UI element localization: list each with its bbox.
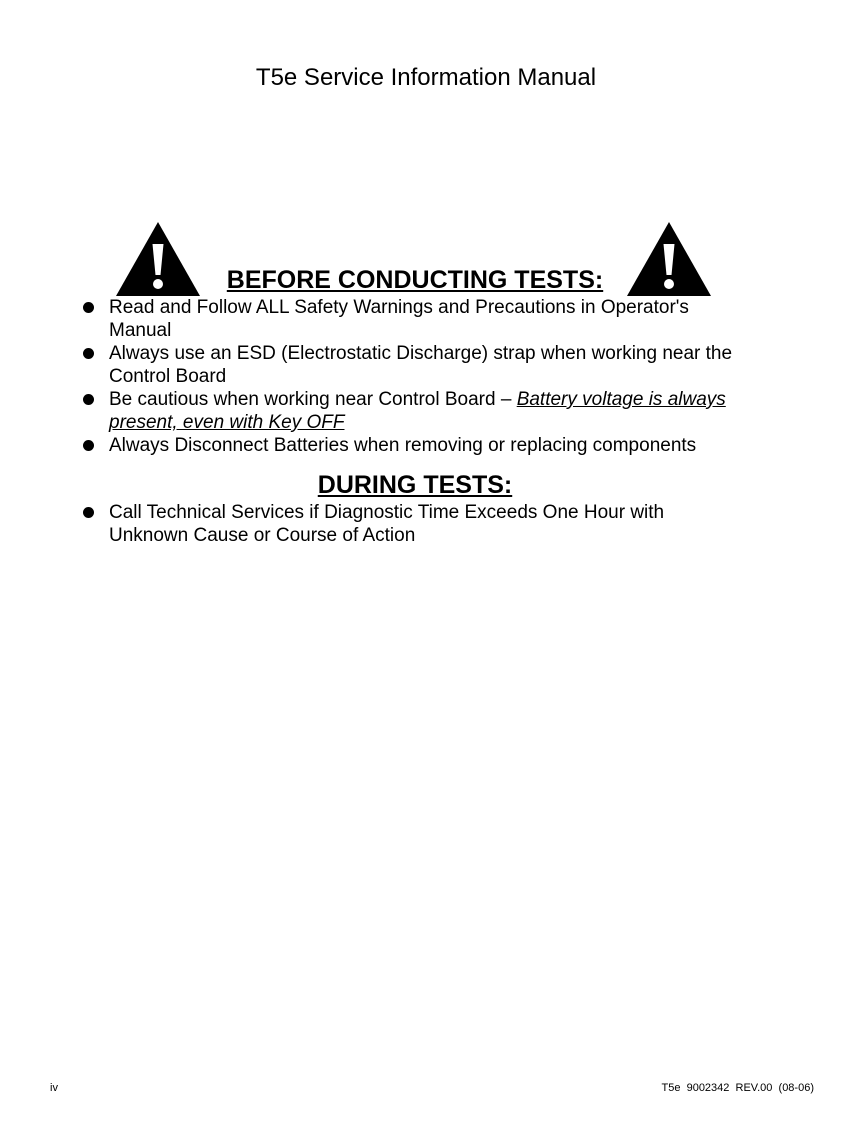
bullet-icon [83, 348, 94, 359]
battery-voltage-warning: Battery voltage is always present, even with Key OFF [109, 389, 726, 433]
bullet-icon [83, 394, 94, 405]
during-tests-list [80, 501, 740, 547]
bullet-icon [83, 440, 94, 451]
list-item-text: Always Disconnect Batteries when removing or replacing components [109, 435, 697, 456]
list-item [80, 501, 740, 547]
list-item-text: Be cautious when working near Control Board – [109, 389, 517, 410]
list-item [80, 434, 740, 457]
list-item-text: Always use an ESD (Electrostatic Discharge) strap when working near the Control Board [109, 343, 733, 387]
list-item [80, 388, 740, 434]
list-item [80, 342, 740, 388]
before-tests-list [80, 296, 740, 457]
list-item-text: Read and Follow ALL Safety Warnings and Precautions in Operator's Manual [109, 297, 689, 341]
list-item-text: Call Technical Services if Diagnostic Time Exceeds One Hour with Unknown Cause or Course of Action [109, 502, 665, 546]
bullet-icon [83, 507, 94, 518]
before-tests-heading: BEFORE CONDUCTING TESTS: [226, 266, 604, 294]
document-id: T5e 9002342 REV.00 (08-06) [661, 1082, 814, 1094]
page-number: iv [50, 1082, 58, 1094]
page-title: T5e Service Information Manual [255, 64, 597, 91]
during-tests-heading: DURING TESTS: [317, 471, 513, 499]
list-item [80, 296, 740, 342]
bullet-icon [83, 302, 94, 313]
